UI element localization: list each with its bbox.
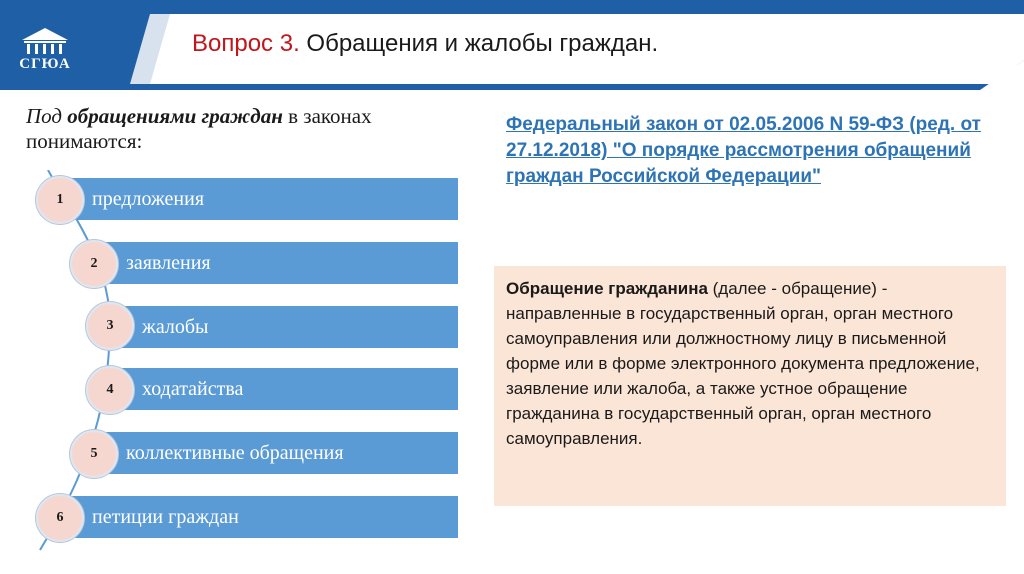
slide-title [192,30,658,58]
intro-text [26,104,466,154]
list-item-label: жалобы [142,316,209,338]
law-link[interactable]: Федеральный закон от 02.05.2006 N 59-ФЗ (ред. от 27.12.2018) "О порядке рассмотрения обращений граждан Российской Федерации" [506,114,981,187]
list-item-label: ходатайства [142,378,244,400]
list-number: 1 [36,176,84,224]
list-item [60,178,458,220]
header-banner [0,0,1024,90]
list-item [60,496,458,538]
list-item-label: петиции граждан [92,506,239,528]
logo [14,24,76,80]
list-number: 2 [70,240,118,288]
list-item [112,306,458,348]
title-text: Обращения и жалобы граждан. [299,30,659,57]
intro-part1: Под [26,104,68,128]
logo-text: СГЮА [19,56,71,72]
definition-term: Обращение гражданина [506,279,708,298]
definition-box [494,266,1006,506]
list-number: 4 [86,366,134,414]
list-item-label: коллективные обращения [126,442,344,464]
columns-icon [14,24,76,58]
list-item-label: заявления [126,252,211,274]
list-item [96,242,458,284]
list-item [96,432,458,474]
intro-part3: в законах понимаются: [26,104,372,153]
intro-part2: обращениями граждан [67,104,283,128]
title-question: Вопрос 3. [192,30,300,57]
list-number: 5 [70,430,118,478]
list-number: 3 [86,302,134,350]
definition-text: (далее - обращение) - направленные в государственный орган, орган местного самоуправления или должностному лицу в письменной форме или в форме электронного документа предложение, заявление или жалоба, а также устное обращение гражданина в государственный орган, орган местного самоуправления. [506,279,980,448]
list-item [112,368,458,410]
list-number: 6 [36,494,84,542]
list-item-label: предложения [92,188,205,210]
